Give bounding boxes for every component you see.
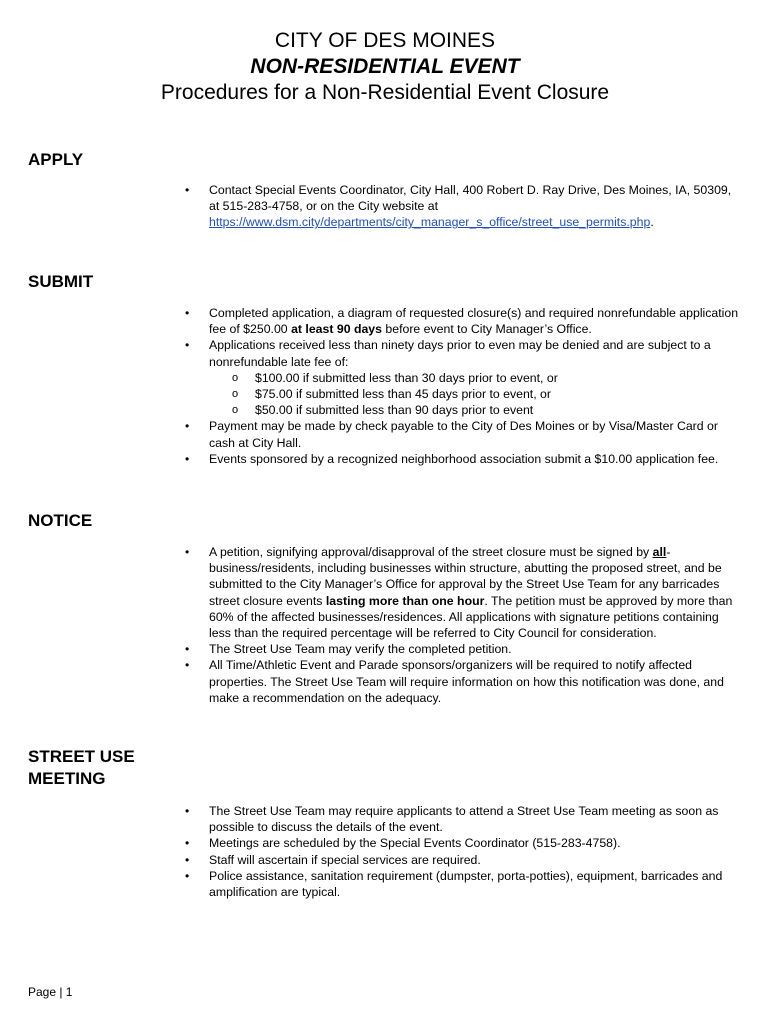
notice-item-1-text-end: . The petition must be approved by more than 60% of the affected businesses/residences. All applications with signature petitions containing less than the required percentage will be referred to City Council for consideration. <box>209 593 733 641</box>
submit-deadline-emphasis: at least 90 days <box>291 322 382 337</box>
late-fee-item: o $50.00 if submitted less than 90 days prior to event <box>255 402 739 418</box>
list-item: • Police assistance, sanitation requirement (dumpster, porta-potties), equipment, barricades and amplification are typical. <box>209 868 739 900</box>
apply-period: . <box>650 215 654 230</box>
list-item <box>209 544 739 641</box>
submit-item-2-text: Applications received less than ninety days prior to even may be denied and are subject to a nonrefundable late fee of: <box>209 338 711 369</box>
event-type-title: NON-RESIDENTIAL EVENT <box>250 55 520 78</box>
list-item: • Payment may be made by check payable to the City of Des Moines or by Visa/Master Card or cash at City Hall. <box>209 418 739 450</box>
section-title-submit: SUBMIT <box>28 272 94 291</box>
notice-duration-emphasis: lasting more than one hour <box>325 593 485 608</box>
apply-contact-text: Contact Special Events Coordinator, City Hall, 400 Robert D. Ray Drive, Des Moines, IA, 50309, at 515-283-4758, or on the City website at <box>209 183 732 214</box>
submit-item-1-text: Completed application, a diagram of requested closure(s) and required nonrefundable application fee of $250.00 <box>209 306 739 337</box>
section-title-line: MEETING <box>28 769 106 788</box>
late-fee-item: o $100.00 if submitted less than 30 days prior to event, or <box>255 370 739 386</box>
list-item <box>209 305 739 337</box>
list-item: • All Time/Athletic Event and Parade sponsors/organizers will be required to notify affected properties. The Street Use Team will require information on how this notification was done, and make a recommendation on the adequacy. <box>209 657 739 706</box>
apply-list <box>209 182 739 231</box>
page-number: Page | 1 <box>28 985 73 999</box>
list-item: • Staff will ascertain if special services are required. <box>209 852 739 868</box>
section-title-apply: APPLY <box>28 150 84 169</box>
procedures-subtitle: Procedures for a Non-Residential Event Closure <box>160 81 610 104</box>
submit-list <box>209 305 739 467</box>
list-item <box>209 337 739 418</box>
section-title-line: STREET USE <box>28 747 135 766</box>
list-item: • Meetings are scheduled by the Special Events Coordinator (515-283-4758). <box>209 835 739 851</box>
meeting-list <box>209 803 739 900</box>
city-title: CITY OF DES MOINES <box>274 29 496 52</box>
list-item: • Events sponsored by a recognized neighborhood association submit a $10.00 application fee. <box>209 451 739 467</box>
list-item <box>209 182 739 231</box>
notice-item-1-text-mid: -business/residents, including businesses within structure, abutting the proposed street, and be submitted to the City Manager’s Office for approval by the Street Use Team for any barricades street closure events <box>209 545 722 608</box>
late-fee-item: o $75.00 if submitted less than 45 days prior to event, or <box>255 386 739 402</box>
list-item: • The Street Use Team may verify the completed petition. <box>209 641 739 657</box>
list-item: • The Street Use Team may require applicants to attend a Street Use Team meeting as soon as possible to discuss the details of the event. <box>209 803 739 835</box>
submit-item-1-text-end: before event to City Manager’s Office. <box>381 322 592 337</box>
street-use-permits-link[interactable]: https://www.dsm.city/departments/city_manager_s_office/street_use_permits.php <box>209 215 651 230</box>
notice-list <box>209 544 739 706</box>
notice-item-1-text: A petition, signifying approval/disapproval of the street closure must be signed by <box>209 545 653 559</box>
notice-all-emphasis: all <box>652 545 667 559</box>
section-title-notice: NOTICE <box>28 511 93 530</box>
late-fee-list <box>209 370 739 419</box>
section-title-street-use-meeting <box>28 746 135 790</box>
